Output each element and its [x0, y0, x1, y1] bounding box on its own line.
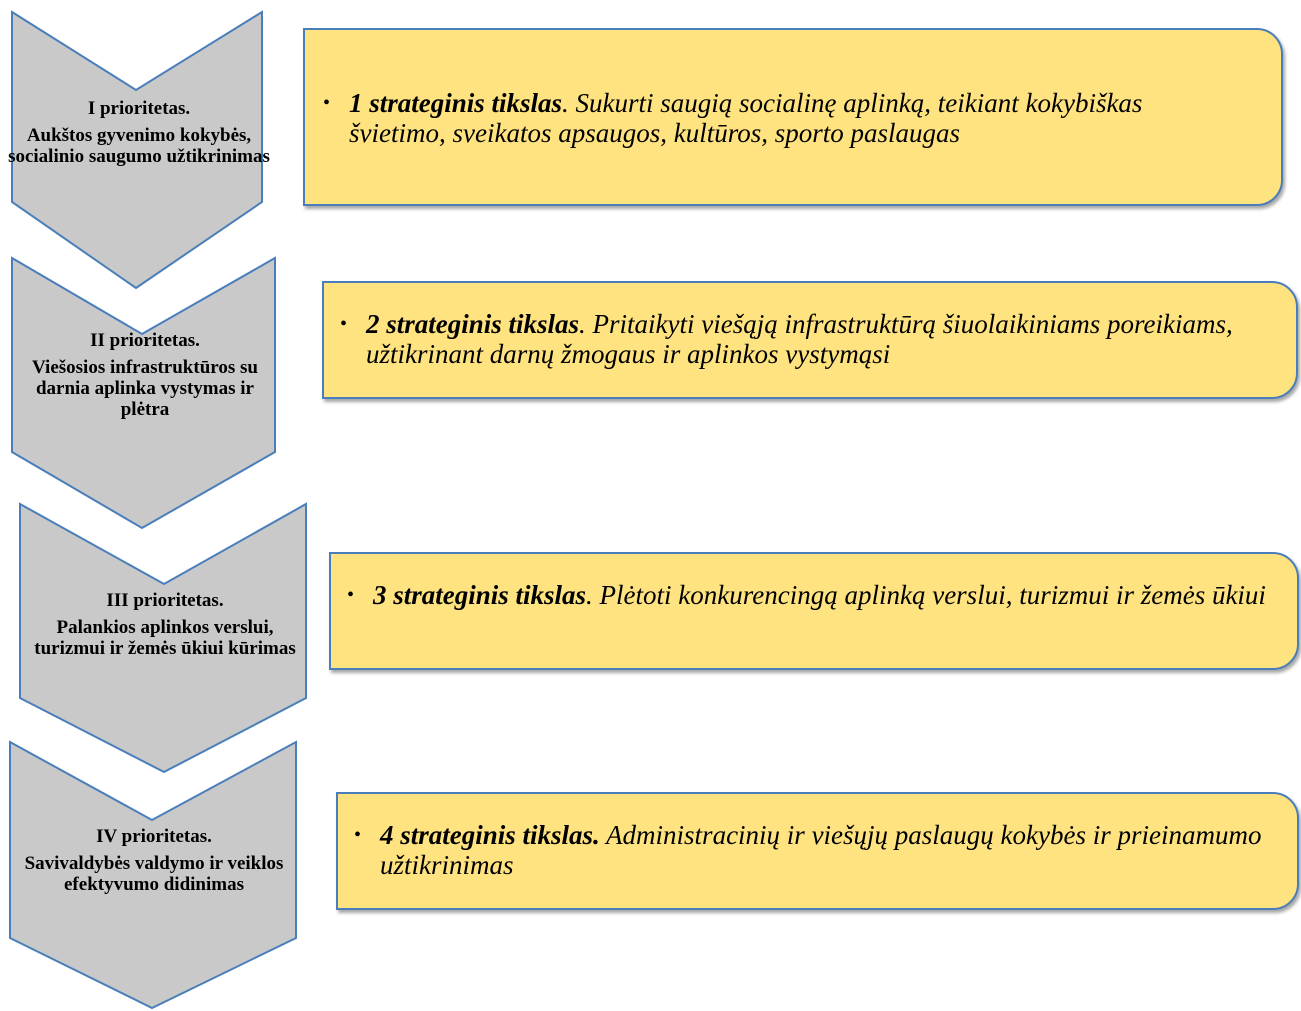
goal-box-4 [336, 792, 1299, 910]
goal-title: 2 strateginis tikslas [366, 309, 580, 339]
priority-label-4 [14, 826, 294, 895]
goal-text: . Plėtoti konkurencingą aplinką verslui, turizmui ir žemės ūkiui [586, 580, 1266, 610]
goal-title: 1 strateginis tikslas [349, 88, 563, 118]
goal-text: . Sukurti saugią socialinę aplinką, teikiant kokybiškas švietimo, sveikatos apsaugos, kultūros, sporto paslaugas [349, 88, 1143, 148]
goal-item-4 [354, 820, 1280, 880]
goal-text: Administracinių ir viešųjų paslaugų kokybės ir prieinamumo užtikrinimas [380, 820, 1262, 880]
bullet-icon: • [323, 92, 331, 114]
bullet-icon: • [347, 584, 355, 606]
goal-title: 3 strateginis tikslas [373, 580, 587, 610]
priority-description: Aukštos gyvenimo kokybės, socialinio saugumo užtikrinimas [8, 125, 270, 167]
priority-title: III prioritetas. [106, 590, 224, 611]
priority-description: Palankios aplinkos verslui, turizmui ir žemės ūkiui kūrimas [34, 617, 296, 659]
goal-text: . Pritaikyti viešąją infrastruktūrą šiuolaikiniams poreikiams, užtikrinant darnų žmogaus ir aplinkos vystymąsi [366, 309, 1233, 369]
bullet-icon: • [354, 824, 362, 846]
bullet-icon: • [340, 313, 348, 335]
priority-title: I prioritetas. [87, 98, 191, 119]
priority-description: Viešosios infrastruktūros su darnia aplinka vystymas ir plėtra [32, 357, 258, 420]
priority-title: II prioritetas. [90, 330, 200, 351]
goal-title: 4 strateginis tikslas. [380, 820, 600, 850]
priority-title: IV prioritetas. [96, 826, 212, 847]
priority-description: Savivaldybės valdymo ir veiklos efektyvumo didinimas [24, 853, 284, 895]
